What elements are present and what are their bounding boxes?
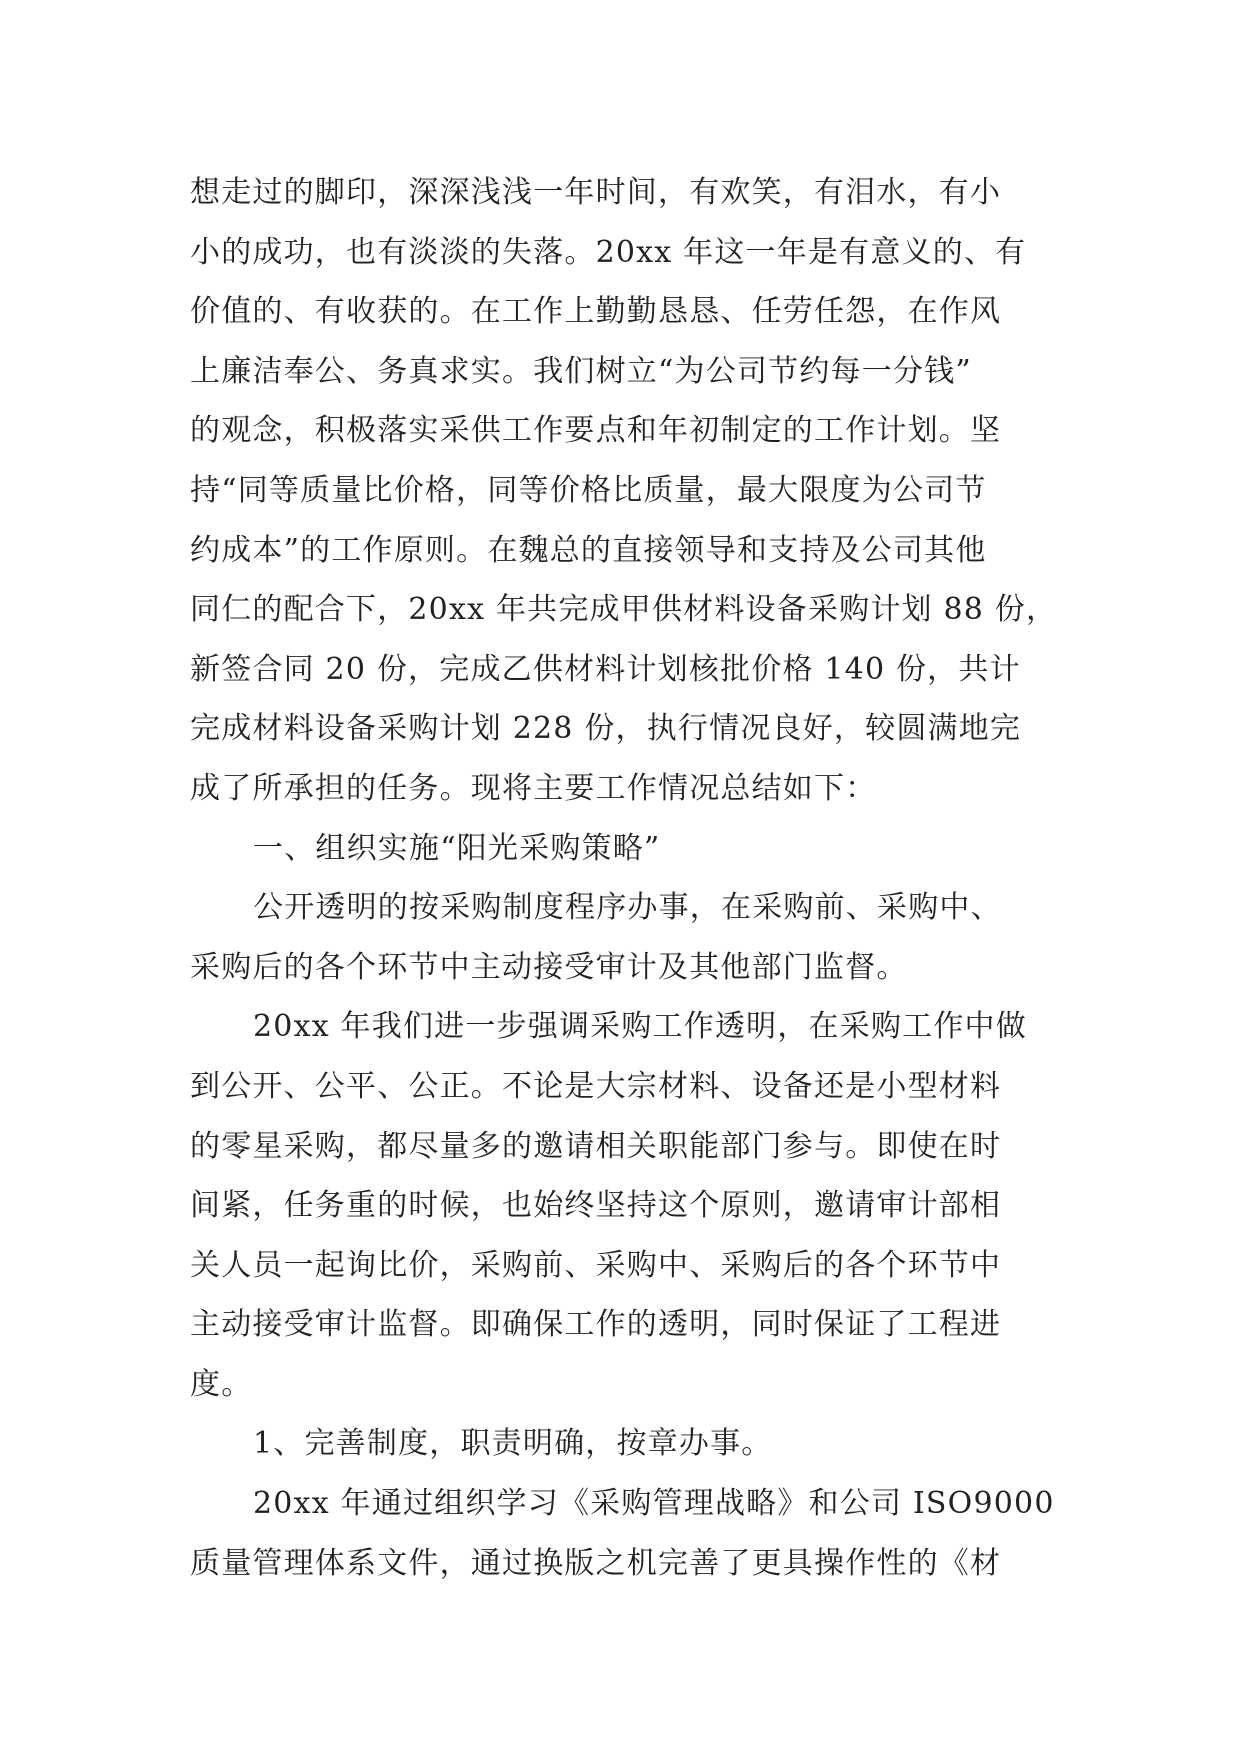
text-line: 质量管理体系文件，通过换版之机完善了更具操作性的《材	[190, 1545, 1002, 1581]
text-line: 的观念，积极落实采供工作要点和年初制定的工作计划。坚	[190, 413, 1002, 449]
text-line: 关人员一起询比价，采购前、采购中、采购后的各个环节中	[190, 1247, 1002, 1283]
text-line: 主动接受审计监督。即确保工作的透明，同时保证了工程进	[190, 1307, 1002, 1343]
text-line: 到公开、公平、公正。不论是大宗材料、设备还是小型材料	[190, 1068, 1002, 1104]
text-line: 度。	[190, 1366, 253, 1402]
text-line: 采购后的各个环节中主动接受审计及其他部门监督。	[190, 949, 908, 985]
text-line: 公开透明的按采购制度程序办事，在采购前、采购中、	[253, 890, 1002, 926]
section-heading: 一、组织实施“阳光采购策略”	[253, 830, 661, 866]
text-line: 价值的、有收获的。在工作上勤勤恳恳、任劳任怨，在作风	[190, 294, 1002, 330]
text-line: 持“同等质量比价格，同等价格比质量，最大限度为公司节	[190, 472, 987, 508]
text-line: 20xx 年我们进一步强调采购工作透明，在采购工作中做	[253, 1009, 1027, 1045]
text-line: 想走过的脚印，深深浅浅一年时间，有欢笑，有泪水，有小	[190, 175, 1002, 210]
text-line: 约成本”的工作原则。在魏总的直接领导和支持及公司其他	[190, 532, 987, 568]
text-line: 的零星采购，都尽量多的邀请相关职能部门参与。即使在时	[190, 1128, 1002, 1164]
text-line: 上廉洁奉公、务真求实。我们树立“为公司节约每一分钱”	[190, 353, 972, 389]
text-line: 同仁的配合下，20xx 年共完成甲供材料设备采购计划 88 份，	[190, 592, 1058, 628]
text-line: 小的成功，也有淡淡的失落。20xx 年这一年是有意义的、有	[190, 234, 1027, 270]
subsection-heading: 1、完善制度，职责明确，按章办事。	[253, 1426, 773, 1462]
text-line: 完成材料设备采购计划 228 份，执行情况良好，较圆满地完	[190, 711, 1022, 747]
text-line: 间紧，任务重的时候，也始终坚持这个原则，邀请审计部相	[190, 1188, 1002, 1224]
document-body	[190, 163, 1058, 1593]
text-line: 新签合同 20 份，完成乙供材料计划核批价格 140 份，共计	[190, 651, 1021, 687]
text-line: 成了所承担的任务。现将主要工作情况总结如下：	[190, 770, 877, 806]
text-line: 20xx 年通过组织学习《采购管理战略》和公司 ISO9000	[253, 1486, 1055, 1522]
